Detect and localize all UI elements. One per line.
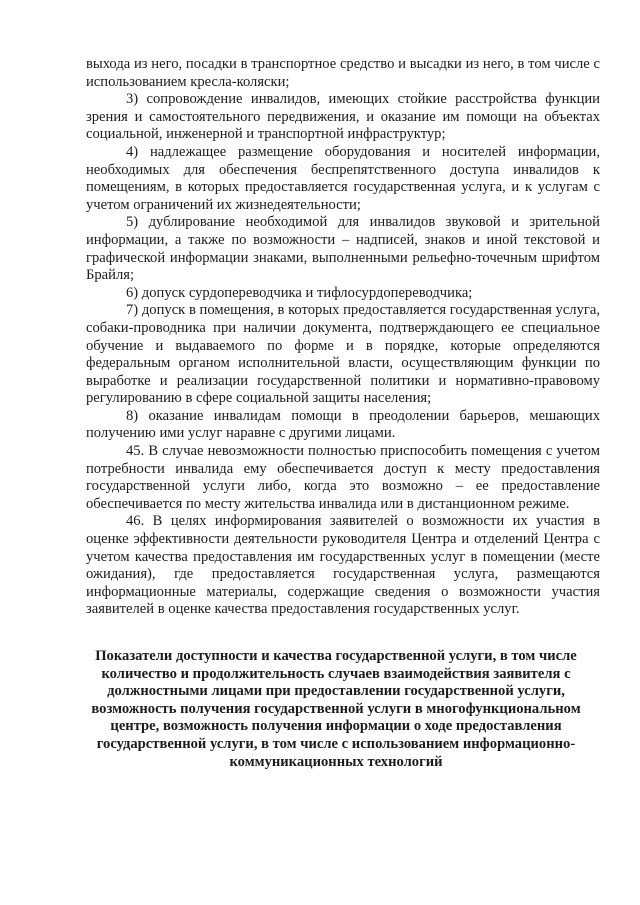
clause-46: 46. В целях информирования заявителей о возможности их участия в оценке эффективности деятельности руководителя Центра и отделений Центра с учетом качества предоставления им государственных услуг в помещении (месте ожидания), где предоставляется государственная услуга, размещаются информационные материалы, содержащие сведения о возможности участия заявителей в оценке качества предоставления государственных услуг.: [86, 513, 600, 618]
document-page: [86, 56, 600, 771]
list-item-3: 3) сопровождение инвалидов, имеющих стойкие расстройства функции зрения и самостоятельного передвижения, и оказание им помощи на объектах социальной, инженерной и транспортной инфраструктур;: [86, 91, 600, 143]
list-item-5: 5) дублирование необходимой для инвалидов звуковой и зрительной информации, а также по возможности – надписей, знаков и иной текстовой и графической информации знаками, выполненными рельефно-точечным шрифтом Брайля;: [86, 214, 600, 284]
clause-45: 45. В случае невозможности полностью приспособить помещения с учетом потребности инвалида ему обеспечивается доступ к месту предоставления государственной услуги либо, когда это возможно – ее предоставление обеспечивается по месту жительства инвалида или в дистанционном режиме.: [86, 443, 600, 512]
list-item-7: 7) допуск в помещения, в которых предоставляется государственная услуга, собаки-проводника при наличии документа, подтверждающего ее специальное обучение и выдаваемого по форме и в порядке, которые определяются федеральным органом исполнительной власти, осуществляющим функции по выработке и реализации государственной политики и нормативно-правовому регулированию в сфере социальной защиты населения;: [86, 302, 600, 407]
list-item-6: 6) допуск сурдопереводчика и тифлосурдопереводчика;: [126, 284, 473, 301]
list-item-4: 4) надлежащее размещение оборудования и носителей информации, необходимых для обеспечения беспрепятственного доступа инвалидов к помещениям, в которых предоставляется государственная услуга, и к услугам с учетом ограничений их жизнедеятельности;: [86, 143, 600, 213]
paragraph-continuation: выхода из него, посадки в транспортное средство и высадки из него, в том числе с использованием кресла-коляски;: [86, 56, 600, 90]
section-heading: Показатели доступности и качества государственной услуги, в том числе количество и продолжительность случаев взаимодействия заявителя с должностными лицами при предоставлении государственной услуги, возможность получения государственной услуги в многофункциональном центре, возможность получения информации о ходе предоставления государственной услуги, в том числе с использованием информационно-коммуникационных технологий: [91, 648, 581, 770]
list-item-8: 8) оказание инвалидам помощи в преодолении барьеров, мешающих получению ими услуг наравне с другими лицами.: [86, 407, 600, 442]
